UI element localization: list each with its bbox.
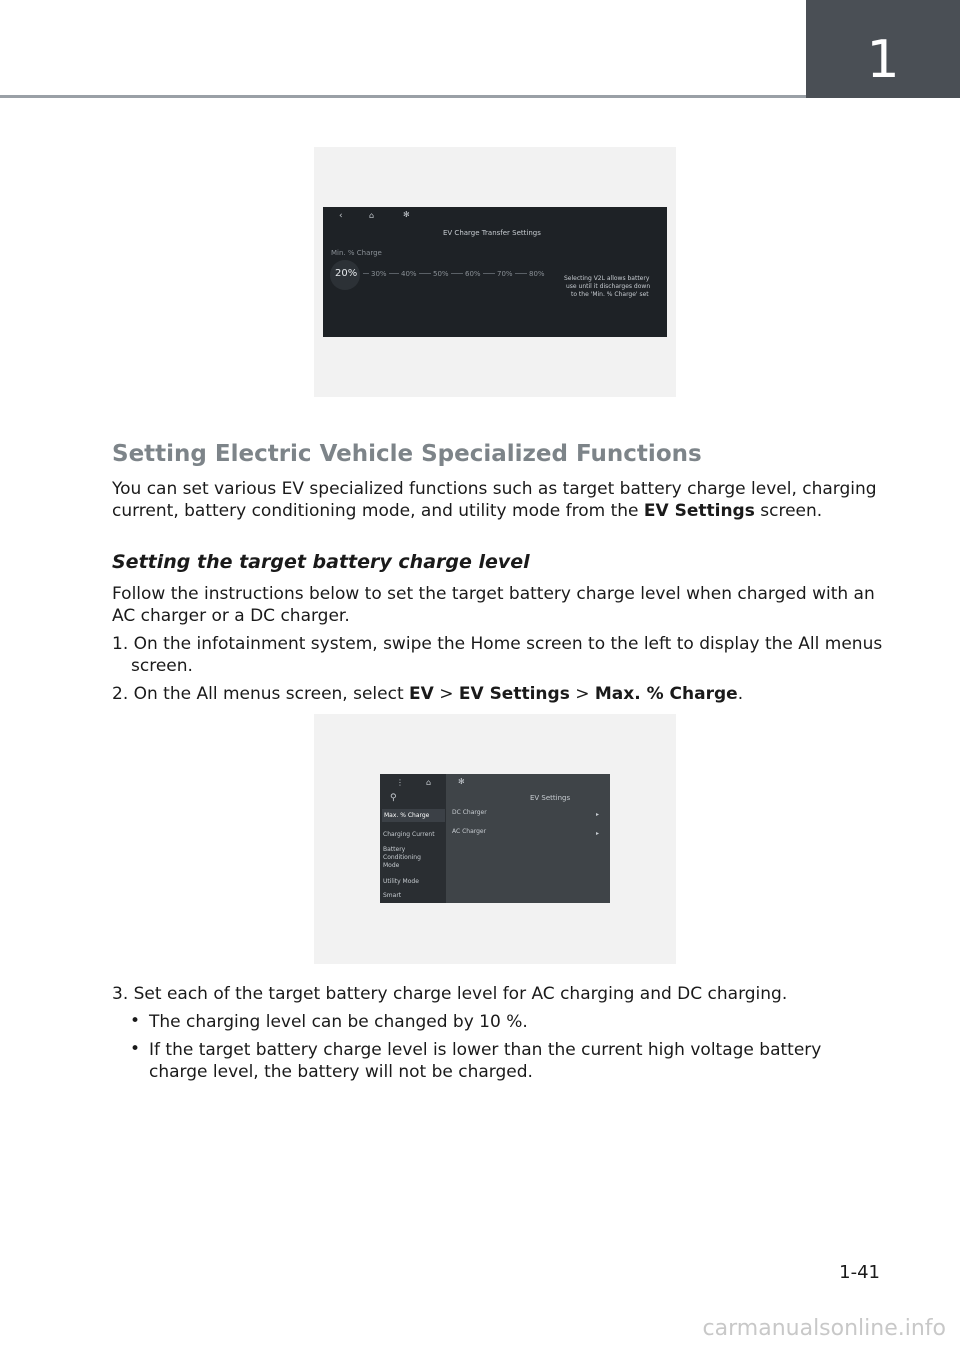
home-icon: ⌂	[426, 778, 432, 787]
menu-smart: Smart	[383, 892, 402, 899]
level-step-50: 50%	[433, 270, 449, 278]
intro-text: You can set various EV specialized functions such as target battery charge level, charging current, battery conditioning mode, and utility mode from the	[112, 479, 877, 521]
level-step-60: 60%	[465, 270, 481, 278]
level-step-30: 30%	[371, 270, 387, 278]
menu-back-icon: ⋮	[396, 778, 404, 787]
section-title: Setting Electric Vehicle Specialized Functions	[112, 441, 702, 467]
page-number: 1-41	[839, 1262, 880, 1283]
level-step-70: 70%	[497, 270, 513, 278]
step-1: 1. On the infotainment system, swipe the Home screen to the left to display the All menus screen.	[112, 634, 883, 676]
watermark: carmanualsonline.info	[702, 1316, 946, 1341]
back-icon: ‹	[339, 211, 343, 221]
intro-ev-settings: EV Settings	[643, 501, 755, 521]
step-2-sep1: >	[433, 684, 459, 704]
figure-charge-transfer	[314, 147, 676, 397]
v2l-note-line1: Selecting V2L allows battery	[564, 275, 650, 282]
settings-icon: ✻	[458, 777, 465, 786]
bullet-2: If the target battery charge level is lower than the current high voltage battery charge level, the battery will not be charged.	[149, 1040, 822, 1082]
bullet-1: The charging level can be changed by 10 %.	[149, 1012, 528, 1032]
option-dc-charger: DC Charger	[452, 809, 487, 816]
option-ac-charger: AC Charger	[452, 828, 487, 835]
level-track	[363, 273, 543, 274]
level-step-40: 40%	[401, 270, 417, 278]
subsection-intro: Follow the instructions below to set the target battery charge level when charged with an AC charger or a DC charger.	[112, 584, 875, 626]
intro-end: screen.	[754, 501, 823, 521]
screen-ev-settings	[380, 774, 610, 903]
bullet-icon: •	[130, 1039, 141, 1059]
figure-ev-settings	[314, 714, 676, 964]
settings-icon: ✻	[403, 210, 410, 219]
header-rule	[0, 95, 806, 98]
level-step-80: 80%	[529, 270, 545, 278]
menu-charging-current: Charging Current	[383, 831, 435, 838]
chapter-number: 1	[866, 30, 900, 90]
step-2-ev: EV	[409, 684, 434, 704]
step-2	[112, 683, 882, 705]
menu-battery-conditioning: Battery Conditioning Mode	[383, 846, 421, 869]
section-intro	[112, 478, 882, 522]
step-2-text: 2. On the All menus screen, select	[112, 684, 410, 704]
home-icon: ⌂	[369, 211, 375, 220]
step-2-end: .	[737, 684, 744, 704]
menu-max-charge: Max. % Charge	[382, 809, 445, 822]
menu-utility-mode: Utility Mode	[383, 878, 419, 885]
chapter-tab	[806, 0, 960, 98]
screen-title: EV Charge Transfer Settings	[443, 229, 541, 237]
v2l-note-line2: use until it discharges down	[566, 283, 651, 290]
step-2-sep2: >	[569, 684, 595, 704]
subsection-title: Setting the target battery charge level	[112, 551, 530, 573]
search-icon: ⚲	[390, 793, 397, 803]
screen-charge-transfer	[323, 207, 667, 337]
step-3: 3. Set each of the target battery charge level for AC charging and DC charging.	[112, 984, 788, 1004]
v2l-note-line3: to the 'Min. % Charge' set	[571, 291, 649, 298]
step-2-max-charge: Max. % Charge	[594, 684, 738, 704]
current-level: 20%	[335, 268, 358, 279]
dc-chevron-icon: ▸	[596, 811, 600, 818]
bullet-icon: •	[130, 1011, 141, 1031]
min-charge-label: Min. % Charge	[331, 249, 382, 257]
ac-chevron-icon: ▸	[596, 830, 600, 837]
screen-title: EV Settings	[530, 794, 571, 802]
step-2-ev-settings: EV Settings	[458, 684, 570, 704]
